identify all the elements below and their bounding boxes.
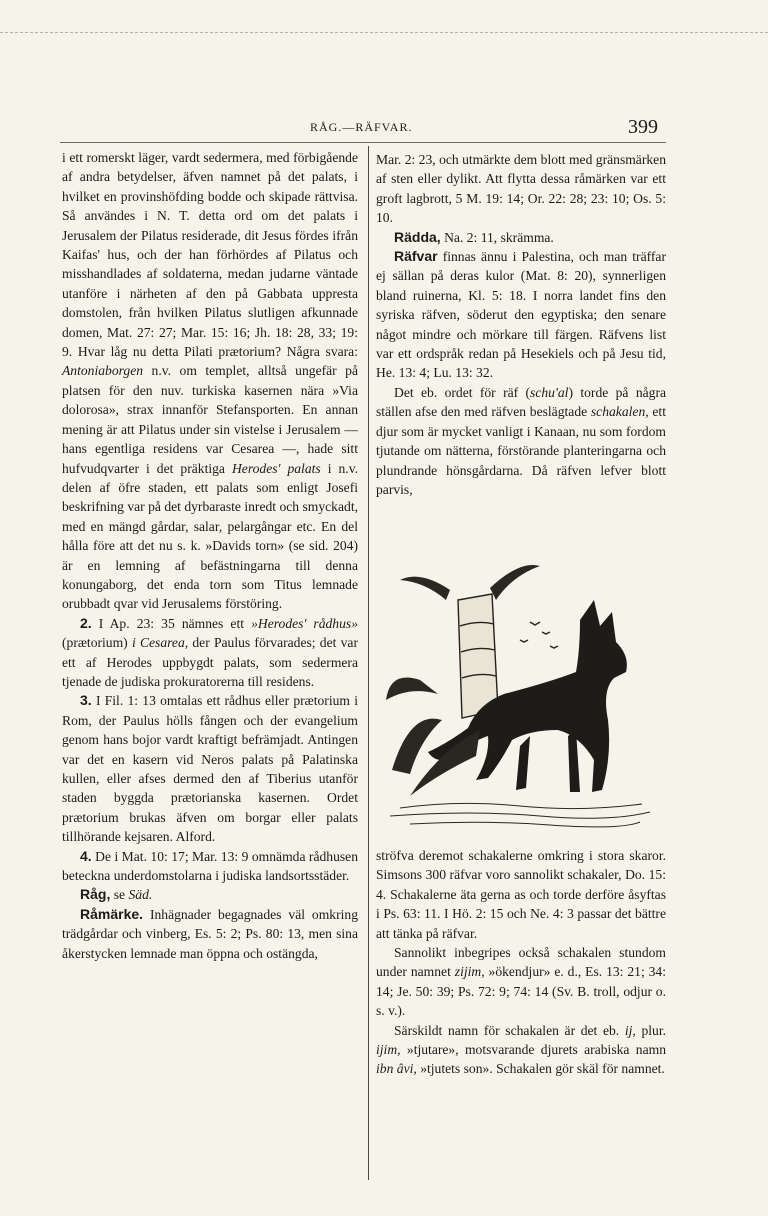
entry-rag: Råg, se Säd. — [80, 886, 153, 903]
column-divider — [368, 146, 369, 1180]
running-title: RÅG.—RÄFVAR. — [310, 120, 413, 134]
paragraph-praetorium-intro: i ett romerskt läger, vardt sedermera, med förbigående af andra betydelser, äfven namnet på det palats, i hvilket en provinshöfding bodde och skipade rättvisa. Så användes i N. T. detta ord om det palats i Jerusalem der Pilatus residerade, dit Jesus fördes ifrån Kaifas' hus, och der han förhördes af Pilatus och misshandlades af soldaterna, medan judarne väntade utanföre i närheten af den på Gabbata uppresta domstolen, från hvilken Pilatus slutligen afkunnade domen, Mat. 27: 27; Mar. 15: 16; Jh. 18: 28, 33; 19: 9. Hvar låg nu detta Pilati prætorium? Några svara: Antoniaborgen n.v. om templet, alltså ungefär på platsen för den nuv. turkiska kasernen nära »Via dolorosa», strax innanför Stefansporten. En annan mening är att Pilatus under sin vistelse i Jerusalem — hans egentliga residens var Cesarea —, hade sitt hufvudqvarter i det präktiga Herodes' palats i n.v. delen af öfre staden, ett palats som enligt Josefi beskrifning var på det dyrbaraste inredt och smyckadt, med en mängd gårdar, salar, pelargångar etc. En del hålla före att det nu s. k. »Davids torn» (se sid. 204) är en lemning af befästningarna till denna konungaborg, det enda torn som Titus lemnade orubbadt qvar vid Jerusalems förstöring. — [62, 150, 359, 612]
paragraph-point-4: 4. De i Mat. 10: 17; Mar. 13: 9 omnämda rådhusen beteckna underdomstolarna i judiska landsortsstäder. — [62, 847, 358, 884]
entry-headword-rafvar: Räfvar — [394, 248, 438, 265]
fox-engraving-svg — [380, 560, 656, 836]
right-column-top — [376, 150, 666, 499]
running-head — [0, 118, 768, 138]
page-number: 399 — [628, 116, 658, 138]
paragraph-schu-al: Det eb. ordet för räf (schu'al) torde på några ställen afse den med räfven beslägtade schakalen, ett djur som är mycket vanligt i Kanaan, nu som fordom tjutande om nätterna, förstörande planteringarna och plundrande hönsgårdarna. Då räfven lefver blott parvis, — [376, 384, 667, 497]
right-column-bottom — [376, 846, 666, 1079]
entry-headword-radda: Rädda, — [394, 228, 441, 245]
paragraph-point-2: 2. I Ap. 23: 35 nämnes ett »Herodes' rådhus» (prætorium) i Cesarea, der Paulus förvarades; det var ett af Herodes uppbygdt palats, som sedermera tjenade de judiska prokuratorerna till residens. — [62, 614, 358, 689]
paragraph-ij: Särskildt namn för schakalen är det eb. ij, plur. ijim, »tjutare», motsvarande djurets arabiska namn ibn âvi, »tjutets son». Schakalen gör skäl för namnet. — [376, 1022, 666, 1077]
paragraph-zijim: Sannolikt inbegripes också schakalen stundom under namnet zijim, »ökendjur» e. d., Es. 13: 21; 34: 14; Je. 50: 39; Ps. 72: 9; 74: 14 (Sv. B. troll, odjur o. s. v.). — [376, 945, 666, 1019]
paragraph-point-3: 3. I Fil. 1: 13 omtalas ett rådhus eller prætorium i Rom, der Paulus hölls fången och der evangelium genom hans bojor vardt kraftigt befrämjadt. Antingen var det en kasern vid Neros palats på Palatinska kullen, eller afses dermed den af Tiberius utanför staden byggda prætorianska kasernen. Ordet prætorium brukas äfven om borgar eller palats tillhörande kejsaren. Alford. — [62, 692, 358, 845]
fox-illustration — [380, 560, 656, 836]
entry-rafvar: Räfvar finnas ännu i Palestina, och man träffar ej sällan på deras kulor (Mat. 8: 20), synnerligen bland ruinerna, Kl. 5: 18. I norra landet fins den syriska räfven, söderut den egyptiska; den senare något mindre och mörkare till färgen. Räfvens list var ett ordspråk redan på Hesekiels och på Jesu tid, He. 13: 4; Lu. 13: 32. — [376, 248, 666, 381]
top-scan-edge — [0, 32, 768, 33]
entry-headword-rag: Råg, — [80, 886, 111, 903]
entry-ramarke: Råmärke. Inhägnader begagnades väl omkring trädgårdar och vinberg, Es. 5: 2; Ps. 80: 13, men sina åkerstycken lemnade man öppna och ostängda, — [62, 905, 358, 961]
paragraph-ramarke-cont: Mar. 2: 23, och utmärkte dem blott med gränsmärken af sten eller dylikt. Att flytta dessa råmärken var ett groft lagbrott, 5 M. 19: 14; Or. 22: 28; 23: 10; Os. 5: 10. — [376, 152, 666, 226]
entry-headword-ramarke: Råmärke. — [80, 905, 144, 922]
left-column — [62, 148, 358, 963]
header-rule — [60, 142, 666, 143]
entry-radda: Rädda, Na. 2: 11, skrämma. — [394, 228, 554, 245]
paragraph-schakaler: ströfva deremot schakalerne omkring i stora skaror. Simsons 300 räfvar voro sannolikt schakaler, Do. 15: 4. Schakalerne äta gerna as och torde derföre åsyftas i Ps. 63: 11. I Hö. 2: 15 och Ne. 4: 3 passar det bättre att tänka på räfvar. — [376, 848, 666, 941]
